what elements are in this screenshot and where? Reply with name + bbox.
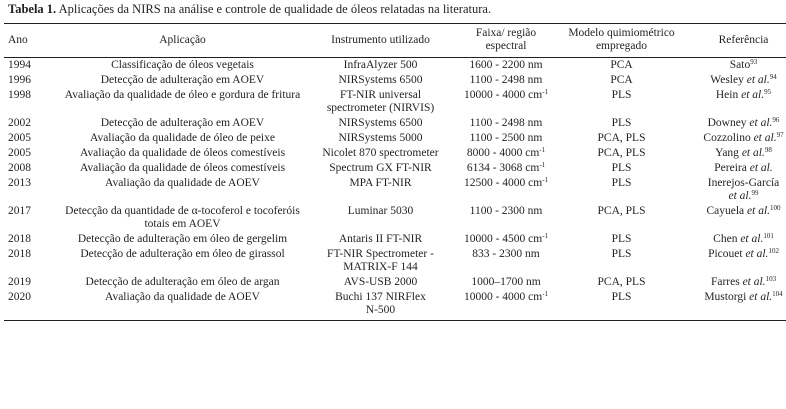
cell-spectral-range	[450, 116, 562, 131]
reference-author: Picouet	[708, 248, 746, 260]
cell-model: PLS	[611, 177, 632, 189]
cell-spectral-range	[450, 73, 562, 88]
cell-model: PLS	[611, 248, 632, 260]
reference-et-al: et al.	[741, 89, 765, 101]
reference-author: Yang	[715, 147, 742, 159]
instrument-line: Antaris II FT-NIR	[338, 233, 423, 245]
reference-et-al: et al.	[753, 132, 777, 144]
table-header-row	[4, 24, 786, 58]
cell-spectral-range	[450, 232, 562, 247]
cell-model: PLS	[611, 162, 632, 174]
cell-model: PCA, PLS	[597, 276, 646, 288]
cell-reference	[681, 146, 786, 161]
cell-application	[54, 161, 311, 176]
cell-spectral-range	[450, 275, 562, 290]
range-value: 12500 - 4000 cm	[463, 177, 543, 189]
cell-model: PCA, PLS	[597, 147, 646, 159]
application-line: Avaliação da qualidade de AOEV	[105, 177, 260, 189]
reference-et-al: et al.	[746, 74, 770, 86]
cell-model: PLS	[562, 290, 681, 321]
instrument-line: MPA FT-NIR	[349, 177, 412, 189]
cell-spectral-range	[450, 58, 562, 74]
header-range-line1: Faixa/ região	[475, 27, 537, 39]
cell-application	[54, 116, 311, 131]
instrument-line: Spectrum GX FT-NIR	[329, 162, 432, 174]
cell-year: 2020	[4, 290, 54, 321]
cell-reference	[681, 232, 786, 247]
reference-et-al: et al.	[741, 147, 765, 159]
range-value: 10000 - 4500 cm	[463, 233, 543, 245]
reference-number: 101	[763, 232, 774, 240]
instrument-line: FT-NIR Spectrometer -	[327, 248, 434, 260]
header-model-line2: empregado	[595, 40, 648, 52]
cell-instrument	[311, 232, 450, 247]
cell-instrument	[311, 146, 450, 161]
range-value: 1100 - 2498 nm	[469, 117, 543, 129]
cell-reference	[681, 131, 786, 146]
table-row	[4, 275, 786, 290]
reference-et-al: et al.	[747, 205, 771, 217]
table-row	[4, 247, 786, 275]
cell-model: PCA	[610, 59, 633, 71]
reference-author: Downey	[707, 117, 750, 129]
reference-number: 95	[764, 88, 772, 96]
cell-reference	[681, 275, 786, 290]
instrument-line: MATRIX-F 144	[343, 261, 418, 273]
cell-application	[54, 232, 311, 247]
cell-year: 2005	[8, 147, 31, 159]
reference-number: 97	[776, 131, 784, 139]
range-value: 833 - 2300 nm	[472, 248, 540, 260]
nirs-applications-table	[4, 23, 786, 321]
application-line: Detecção de adulteração em óleo de girassol	[80, 248, 285, 260]
application-line: Classificação de óleos vegetais	[111, 59, 254, 71]
cell-application	[54, 290, 311, 321]
cell-model: PLS	[611, 233, 632, 245]
cell-reference	[681, 161, 786, 176]
range-unit-exponent: -1	[542, 88, 549, 96]
reference-author: Mustorgi	[704, 291, 750, 303]
cell-year: 2019	[8, 276, 31, 288]
reference-author: Farres	[710, 276, 743, 288]
table-row	[4, 161, 786, 176]
cell-application	[54, 204, 311, 232]
cell-reference	[681, 73, 786, 88]
reference-author: Inerejos-García	[707, 177, 780, 189]
header-year: Ano	[4, 24, 54, 58]
cell-year: 1994	[8, 59, 31, 71]
cell-instrument	[311, 131, 450, 146]
range-value: 1000–1700 nm	[471, 276, 541, 288]
cell-year: 2018	[8, 233, 31, 245]
reference-et-al: et al.	[749, 162, 773, 174]
reference-et-al: et al.	[728, 190, 752, 202]
range-value: 10000 - 4000 cm	[463, 89, 543, 101]
table-caption-text: Aplicações da NIRS na análise e controle de qualidade de óleos relatadas na literatura.	[56, 2, 492, 16]
reference-et-al: et al.	[749, 117, 773, 129]
instrument-line: NIRSystems 5000	[338, 132, 423, 144]
cell-year: 2013	[8, 177, 31, 189]
range-unit-exponent: -1	[539, 146, 546, 154]
range-value: 8000 - 4000 cm	[466, 147, 540, 159]
cell-application	[54, 131, 311, 146]
application-line: Detecção de adulteração em óleo de gergelim	[77, 233, 288, 245]
cell-spectral-range	[450, 88, 562, 116]
range-value: 1100 - 2498 nm	[469, 74, 543, 86]
cell-reference	[681, 176, 786, 204]
application-line: totais em AOEV	[144, 218, 221, 230]
header-spectral-range	[450, 24, 562, 58]
cell-application	[54, 146, 311, 161]
cell-application	[54, 275, 311, 290]
cell-application	[54, 247, 311, 275]
cell-spectral-range	[450, 146, 562, 161]
cell-instrument	[311, 275, 450, 290]
cell-spectral-range	[450, 247, 562, 275]
range-unit-exponent: -1	[542, 232, 549, 240]
reference-author: Chen	[713, 233, 741, 245]
cell-application	[54, 88, 311, 116]
application-line: Avaliação da qualidade de AOEV	[105, 291, 260, 303]
instrument-line: Luminar 5030	[347, 205, 414, 217]
cell-instrument	[311, 161, 450, 176]
header-instrument: Instrumento utilizado	[311, 24, 450, 58]
header-range-line2: espectral	[485, 40, 527, 52]
table-row	[4, 73, 786, 88]
header-model-line1: Modelo quimiométrico	[568, 27, 675, 39]
cell-model: PCA	[610, 74, 633, 86]
application-line: Avaliação da qualidade de óleos comestíveis	[79, 162, 286, 174]
instrument-line: NIRSystems 6500	[338, 74, 423, 86]
application-line: Avaliação da qualidade de óleo de peixe	[90, 132, 275, 144]
cell-instrument	[311, 290, 450, 321]
table-row	[4, 58, 786, 74]
application-line: Detecção de adulteração em óleo de argan	[85, 276, 280, 288]
reference-author: Cayuela	[706, 205, 748, 217]
table-row	[4, 131, 786, 146]
reference-number: 98	[764, 146, 772, 154]
reference-author: Cozzolino	[703, 132, 754, 144]
cell-year: 2002	[8, 117, 31, 129]
reference-et-al: et al.	[749, 291, 773, 303]
range-value: 1100 - 2500 nm	[469, 132, 543, 144]
range-value: 1100 - 2300 nm	[469, 205, 543, 217]
cell-model: PLS	[611, 117, 632, 129]
reference-number: 103	[765, 275, 777, 283]
range-unit-exponent: -1	[539, 161, 546, 169]
reference-author: Hein	[715, 89, 742, 101]
table-row	[4, 232, 786, 247]
cell-reference	[681, 88, 786, 116]
cell-year: 1996	[8, 74, 31, 86]
cell-instrument	[311, 247, 450, 275]
cell-reference	[681, 116, 786, 131]
instrument-line: spectrometer (NIRVIS)	[326, 102, 435, 114]
cell-instrument	[311, 204, 450, 232]
reference-number: 94	[769, 73, 777, 81]
instrument-line: AVS-USB 2000	[343, 276, 418, 288]
cell-spectral-range	[450, 204, 562, 232]
instrument-line: InfraAlyzer 500	[343, 59, 418, 71]
cell-model: PLS	[611, 89, 632, 101]
reference-number: 100	[770, 204, 781, 212]
header-reference: Referência	[681, 24, 786, 58]
cell-instrument	[311, 58, 450, 74]
application-line: Detecção de adulteração em AOEV	[100, 74, 265, 86]
cell-year: 2018	[8, 248, 31, 260]
cell-year: 1998	[8, 89, 31, 101]
cell-spectral-range	[450, 176, 562, 204]
cell-model: PCA, PLS	[597, 132, 646, 144]
instrument-line: Buchi 137 NIRFlex	[335, 291, 426, 303]
cell-year: 2017	[8, 205, 31, 217]
table-row	[4, 146, 786, 161]
application-line: Detecção de adulteração em AOEV	[100, 117, 265, 129]
table-row	[4, 290, 786, 321]
table-caption	[8, 2, 782, 17]
reference-author: Sato	[729, 59, 751, 71]
table-row	[4, 116, 786, 131]
range-unit-exponent: -1	[542, 290, 549, 298]
reference-author: Pereira	[714, 162, 750, 174]
cell-spectral-range	[450, 161, 562, 176]
instrument-line: Nicolet 870 spectrometer	[322, 147, 439, 159]
reference-number: 96	[772, 116, 780, 124]
table-row	[4, 88, 786, 116]
reference-number: 102	[768, 247, 779, 255]
table-row	[4, 204, 786, 232]
reference-et-al: et al.	[742, 276, 766, 288]
cell-spectral-range	[450, 131, 562, 146]
reference-number: 93	[750, 58, 758, 66]
range-value: 6134 - 3068 cm	[466, 162, 540, 174]
table-caption-label: Tabela 1.	[8, 2, 57, 16]
cell-year: 2008	[8, 162, 31, 174]
cell-instrument	[311, 88, 450, 116]
cell-reference	[681, 204, 786, 232]
cell-year: 2005	[8, 132, 31, 144]
cell-application	[54, 176, 311, 204]
cell-instrument	[311, 176, 450, 204]
header-chemometric-model	[562, 24, 681, 58]
cell-spectral-range	[450, 290, 562, 321]
application-line: Detecção da quantidade de α-tocoferol e tocoferóis	[65, 205, 300, 217]
table-body	[4, 58, 786, 321]
table-row	[4, 176, 786, 204]
range-value: 1600 - 2200 nm	[469, 59, 543, 71]
instrument-line: FT-NIR universal	[339, 89, 422, 101]
instrument-line: NIRSystems 6500	[338, 117, 423, 129]
cell-instrument	[311, 73, 450, 88]
instrument-line: N-500	[365, 304, 396, 316]
reference-number: 104	[772, 290, 783, 298]
cell-instrument	[311, 116, 450, 131]
header-application: Aplicação	[54, 24, 311, 58]
range-unit-exponent: -1	[542, 176, 549, 184]
cell-model: PCA, PLS	[597, 205, 646, 217]
cell-reference	[681, 58, 786, 74]
application-line: Avaliação da qualidade de óleos comestíveis	[79, 147, 286, 159]
cell-application	[54, 73, 311, 88]
cell-application	[54, 58, 311, 74]
application-line: Avaliação da qualidade de óleo e gordura de fritura	[64, 89, 301, 101]
cell-reference	[681, 247, 786, 275]
reference-et-al: et al.	[745, 248, 769, 260]
range-value: 10000 - 4000 cm	[463, 291, 543, 303]
cell-reference	[681, 290, 786, 321]
reference-number: 99	[751, 189, 759, 197]
reference-et-al: et al.	[740, 233, 764, 245]
reference-author: Wesley	[710, 74, 747, 86]
